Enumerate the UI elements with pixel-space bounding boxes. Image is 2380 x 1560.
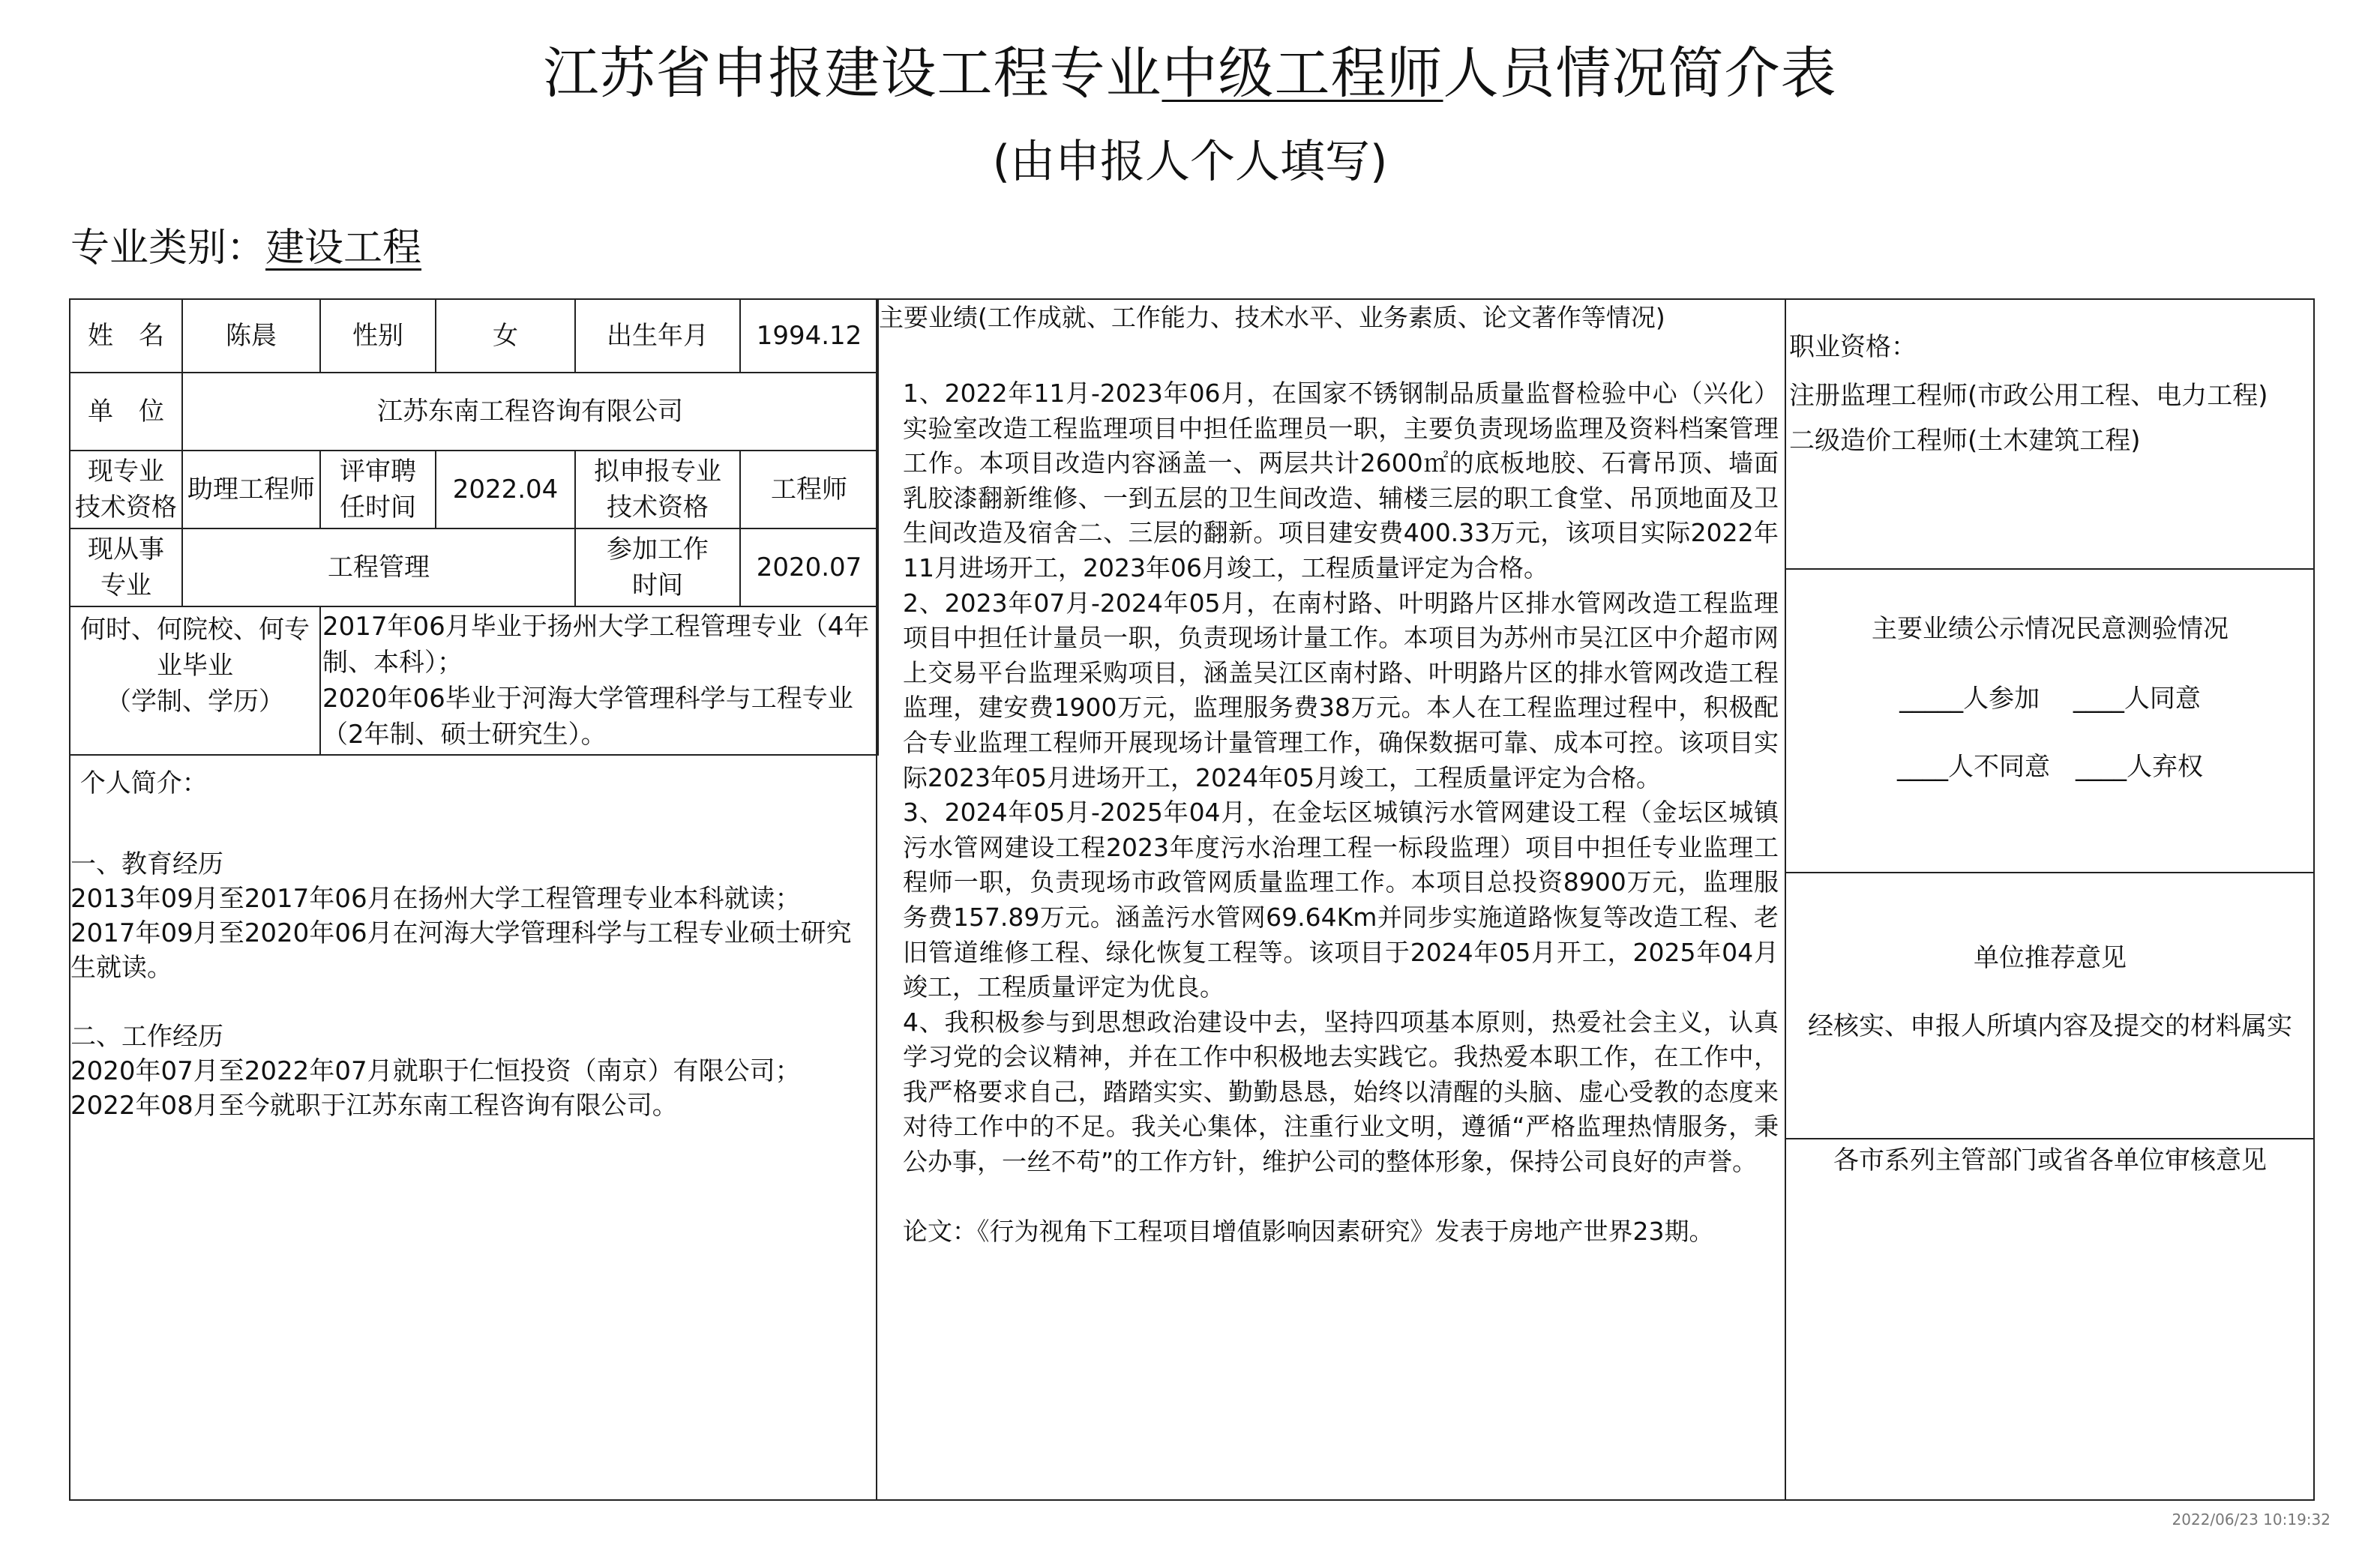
review-heading: 各市系列主管部门或省各单位审核意见 [1833, 1145, 2267, 1175]
print-timestamp: 2022/06/23 10:19:32 [2172, 1511, 2331, 1529]
title-level: 中级工程师 [1162, 41, 1443, 106]
category-line [70, 222, 421, 274]
qualification-item: 二级造价工程师(土木建筑工程) [1789, 426, 2141, 456]
qualifications-heading: 职业资格： [1789, 332, 1917, 362]
poll-line-1: _____人参加 ____人同意 [1899, 684, 2201, 714]
title-part2: 人员情况简介表 [1443, 41, 1837, 106]
achievements-heading: 主要业绩(工作成就、工作能力、技术水平、业务素质、论文著作等情况) [879, 303, 1665, 332]
appoint-time-label: 评审聘 任时间 [320, 451, 436, 528]
title-part1: 江苏省申报建设工程专业 [543, 41, 1162, 106]
divider-left-middle [876, 298, 877, 1501]
profile-body: 一、教育经历 2013年09月至2017年06月在扬州大学工程管理专业本科就读； 2017年09月至2020年06月在河海大学管理科学与工程专业硕士研究生就读。 二、工作经历 2020年07月至2022年07月就职于仁恒投资（南京）有限公司； 2022年08月至今就职于江苏东南工程咨询有限公司。 [70, 849, 852, 1121]
poll-heading: 主要业绩公示情况民意测验情况 [1872, 614, 2229, 644]
gender-label: 性别 [320, 299, 436, 373]
basic-info-table [69, 298, 879, 756]
divider-right-3 [1785, 1138, 2315, 1139]
current-qual-value: 助理工程师 [182, 451, 320, 528]
qualification-item: 注册监理工程师(市政公用工程、电力工程) [1789, 381, 2268, 411]
divider-middle-right [1785, 298, 1786, 1501]
current-qual-label: 现专业 技术资格 [70, 451, 182, 528]
birth-label: 出生年月 [575, 299, 740, 373]
name-label: 姓 名 [70, 299, 182, 373]
unit-value: 江苏东南工程咨询有限公司 [182, 373, 878, 451]
achievements-body: 1、2022年11月-2023年06月，在国家不锈钢制品质量监督检验中心（兴化）实验室改造工程监理项目中担任监理员一职，主要负责现场监理及资料档案管理工作。本项目改造内容涵盖一、两层共计2600㎡的底板地胶、石膏吊顶、墙面乳胶漆翻新维修、一到五层的卫生间改造、辅楼三层的职工食堂、吊顶地面及卫生间改造及宿舍二、三层的翻新。项目建安费400.33万元，该项目实际2022年11月进场开工，2023年06月竣工，工程质量评定为合格。 2、2023年07月-2024年05月，在南村路、叶明路片区排水管网改造工程监理项目中担任计量员一职，负责现场计量工作。本项目为苏州市吴江区中介超市网上交易平台监理采购项目，涵盖吴江区南村路、叶明路片区的排水管网改造工程监理，建安费1900万元，监理服务费38万元。本人在工程监理过程中，积极配合专业监理工程师开展现场计量管理工作，确保数据可靠、成本可控。该项目实际2023年05月进场开工，2024年05月竣工，工程质量评定为合格。 3、2024年05月-2025年04月，在金坛区城镇污水管网建设工程（金坛区城镇污水管网建设工程2023年度污水治理工程一标段监理）项目中担任专业监理工程师一职，负责现场市政管网质量监理工作。本项目总投资8900万元，监理服务费157.89万元。涵盖污水管网69.64Km并同步实施道路恢复等改造工程、老旧管道维修工程、绿化恢复工程等。该项目于2024年05月开工，2025年04月竣工，工程质量评定为优良。 4、我积极参与到思想政治建设中去，坚持四项基本原则，热爱社会主义，认真学习党的会议精神，并在工作中积极地去实践它。我热爱本职工作，在工作中，我严格要求自己，踏踏实实、勤勤恳恳，始终以清醒的头脑、虚心受教的态度来对待工作中的不足。我关心集体，注重行业文明，遵循“严格监理热情服务，秉公办事，一丝不苟”的工作方针，维护公司的整体形象，保持公司良好的声誉。 论文：《行为视角下工程项目增值影响因素研究》发表于房地产世界23期。 [903, 379, 1779, 1247]
unit-label: 单 位 [70, 373, 182, 451]
gender-value: 女 [436, 299, 575, 373]
category-value: 建设工程 [265, 226, 422, 271]
divider-right-2 [1785, 872, 2315, 873]
recommendation-text: 经核实、申报人所填内容及提交的材料属实 [1808, 1011, 2292, 1041]
page-title [0, 37, 2380, 109]
apply-qual-value: 工程师 [740, 451, 878, 528]
current-major-value: 工程管理 [182, 528, 575, 606]
work-start-label: 参加工作 时间 [575, 528, 740, 606]
name-value: 陈晨 [182, 299, 320, 373]
apply-qual-label: 拟申报专业 技术资格 [575, 451, 740, 528]
appoint-time-value: 2022.04 [436, 451, 575, 528]
work-start-value: 2020.07 [740, 528, 878, 606]
page-subtitle: (由申报人个人填写) [992, 136, 1388, 188]
recommendation-heading: 单位推荐意见 [1974, 943, 2127, 973]
divider-right-1 [1785, 568, 2315, 570]
current-major-label: 现从事 专业 [70, 528, 182, 606]
birth-value: 1994.12 [740, 299, 878, 373]
profile-heading: 个人简介： [72, 768, 208, 798]
education-label: 何时、何院校、何专 业毕业 （学制、学历） [70, 606, 320, 755]
category-label: 专业类别： [70, 226, 266, 271]
education-value: 2017年06月毕业于扬州大学工程管理专业（4年制、本科）； 2020年06毕业于河海大学管理科学与工程专业（2年制、硕士研究生）。 [320, 606, 878, 755]
poll-line-2: ____人不同意 ____人弃权 [1897, 752, 2203, 782]
